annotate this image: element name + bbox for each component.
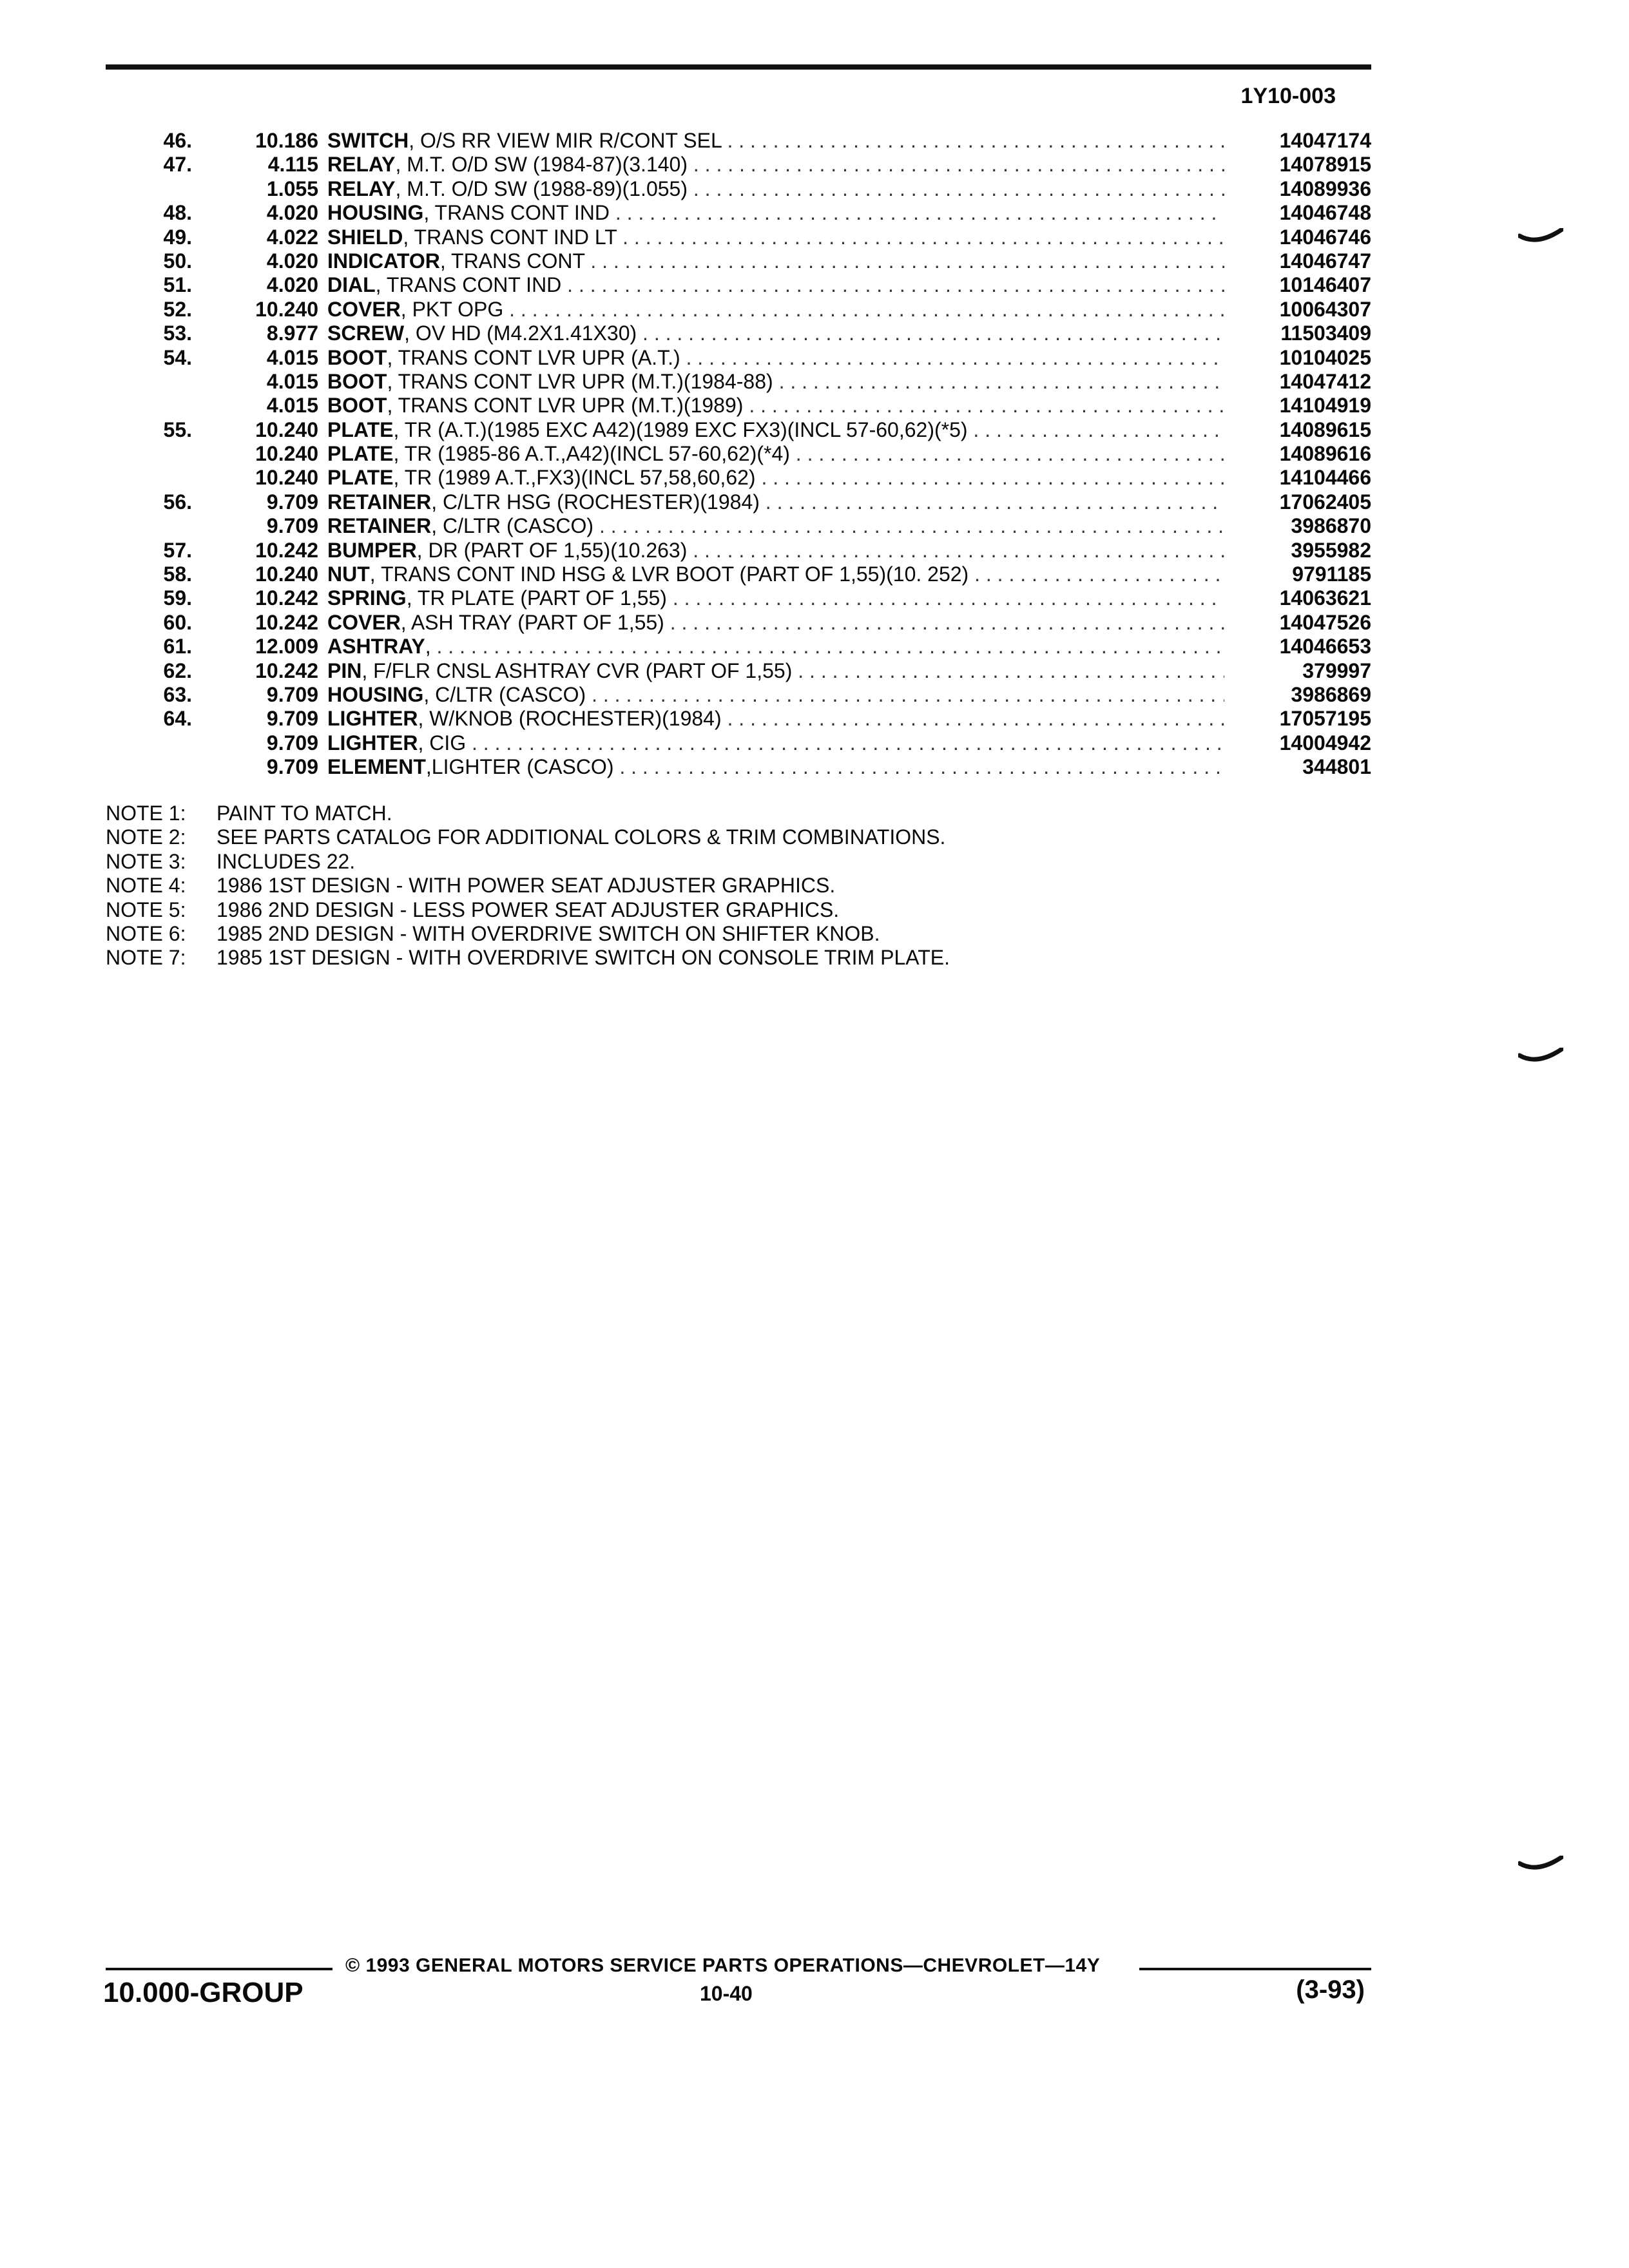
parts-list [106, 129, 1371, 780]
part-detail: , M.T. O/D SW (1984-87)(3.140) [395, 153, 688, 177]
group-number: 10.240 [255, 418, 318, 441]
part-number: 14047526 [1279, 610, 1371, 634]
part-row [106, 539, 1371, 562]
part-description [327, 731, 1224, 755]
part-row [106, 394, 1371, 418]
note-row [106, 874, 950, 898]
note-text: INCLUDES 22. [217, 849, 356, 873]
note-row [106, 825, 950, 849]
part-number: 14089615 [1279, 418, 1371, 441]
part-detail: , TR (A.T.)(1985 EXC A42)(1989 EXC FX3)(INCL 57-60,62)(*5) [393, 418, 968, 441]
part-name: COVER [327, 610, 401, 634]
group-number: 9.709 [266, 682, 318, 706]
part-detail: , TRANS CONT LVR UPR (A.T.) [387, 345, 680, 369]
note-label: NOTE 2: [106, 825, 186, 849]
part-number: 14004942 [1279, 731, 1371, 754]
part-name: BUMPER [327, 538, 417, 562]
item-number: 54. [163, 345, 192, 369]
part-number: 17062405 [1279, 490, 1371, 514]
part-row [106, 201, 1371, 225]
footer-rule-left [106, 1968, 333, 1970]
part-detail: , DR (PART OF 1,55)(10.263) [416, 538, 688, 562]
part-name: ASHTRAY [327, 635, 425, 658]
item-number: 48. [163, 201, 192, 225]
part-row [106, 418, 1371, 442]
note-row [106, 850, 950, 874]
part-detail: , TRANS CONT IND [423, 201, 610, 225]
group-number: 10.240 [255, 562, 318, 586]
note-text: 1986 1ST DESIGN - WITH POWER SEAT ADJUSTER GRAPHICS. [217, 874, 836, 898]
part-number: 3986870 [1291, 514, 1371, 538]
part-name: RELAY [327, 153, 396, 177]
part-detail: , OV HD (M4.2X1.41X30) [404, 322, 637, 345]
item-number: 61. [163, 635, 192, 658]
part-number: 14078915 [1279, 153, 1371, 177]
item-number: 60. [163, 610, 192, 634]
note-row [106, 946, 950, 970]
note-row [106, 898, 950, 922]
part-row [106, 153, 1371, 177]
note-label: NOTE 6: [106, 922, 186, 946]
note-text: 1985 2ND DESIGN - WITH OVERDRIVE SWITCH ON SHIFTER KNOB. [217, 922, 880, 946]
part-name: BOOT [327, 369, 387, 393]
part-description [327, 153, 1224, 177]
group-number: 10.242 [255, 658, 318, 682]
footer-copyright: © 1993 GENERAL MOTORS SERVICE PARTS OPERATIONS—CHEVROLET—14Y [345, 1955, 1101, 1976]
note-text: 1986 2ND DESIGN - LESS POWER SEAT ADJUSTER GRAPHICS. [217, 898, 840, 921]
part-name: PLATE [327, 418, 394, 441]
part-detail: , C/LTR (CASCO) [431, 514, 594, 538]
page-code: 1Y10-003 [1240, 84, 1336, 108]
item-number: 49. [163, 225, 192, 249]
part-detail: , TR PLATE (PART OF 1,55) [406, 586, 667, 610]
part-number: 3955982 [1291, 538, 1371, 562]
part-name: SPRING [327, 586, 407, 610]
item-number: 58. [163, 562, 192, 586]
part-name: RELAY [327, 177, 396, 200]
group-number: 10.186 [255, 129, 318, 152]
group-number: 4.022 [266, 225, 318, 249]
part-description [327, 659, 1224, 683]
part-number: 10104025 [1279, 345, 1371, 369]
part-detail: , C/LTR HSG (ROCHESTER)(1984) [431, 490, 760, 514]
group-number: 4.015 [266, 369, 318, 393]
note-text: PAINT TO MATCH. [217, 802, 392, 825]
part-name: PIN [327, 658, 362, 682]
part-description [327, 273, 1224, 297]
part-name: HOUSING [327, 201, 424, 225]
group-number: 9.709 [266, 490, 318, 514]
part-description [327, 707, 1224, 731]
note-label: NOTE 4: [106, 874, 186, 898]
part-row [106, 322, 1371, 345]
part-name: RETAINER [327, 514, 432, 538]
group-number: 1.055 [266, 177, 318, 200]
part-name: BOOT [327, 394, 387, 418]
part-description [327, 466, 1224, 490]
part-row [106, 466, 1371, 490]
part-detail: , C/LTR (CASCO) [423, 682, 586, 706]
part-row [106, 586, 1371, 610]
part-row [106, 298, 1371, 322]
group-number: 10.242 [255, 586, 318, 610]
part-description [327, 394, 1224, 418]
group-number: 4.015 [266, 394, 318, 418]
part-description [327, 442, 1224, 466]
part-description [327, 370, 1224, 394]
part-description [327, 635, 1224, 658]
note-text: SEE PARTS CATALOG FOR ADDITIONAL COLORS & TRIM COMBINATIONS. [217, 825, 946, 849]
part-row [106, 635, 1371, 658]
part-description [327, 755, 1224, 779]
part-number: 14046747 [1279, 249, 1371, 273]
part-number: 14046746 [1279, 225, 1371, 249]
item-number: 55. [163, 418, 192, 441]
part-description [327, 539, 1224, 562]
part-name: SWITCH [327, 129, 409, 152]
part-row [106, 659, 1371, 683]
part-row [106, 683, 1371, 707]
part-detail: , TRANS CONT LVR UPR (M.T.)(1984-88) [387, 369, 773, 393]
group-number: 10.240 [255, 297, 318, 321]
part-number: 14104466 [1279, 466, 1371, 490]
part-detail: , ASH TRAY (PART OF 1,55) [400, 610, 664, 634]
part-name: LIGHTER [327, 731, 418, 754]
part-row [106, 442, 1371, 466]
part-number: 379997 [1302, 658, 1371, 682]
part-description [327, 586, 1224, 610]
part-description [327, 683, 1224, 707]
part-number: 10064307 [1279, 297, 1371, 321]
group-number: 9.709 [266, 514, 318, 538]
item-number: 52. [163, 297, 192, 321]
part-number: 14047174 [1279, 129, 1371, 152]
part-name: PLATE [327, 442, 394, 466]
part-row [106, 514, 1371, 538]
part-detail: , O/S RR VIEW MIR R/CONT SEL [409, 129, 722, 152]
part-description [327, 611, 1224, 635]
binding-mark-icon [1518, 1856, 1563, 1872]
part-number: 3986869 [1291, 682, 1371, 706]
part-row [106, 755, 1371, 779]
part-detail: ,LIGHTER (CASCO) [425, 755, 614, 779]
part-row [106, 731, 1371, 755]
item-number: 64. [163, 707, 192, 731]
part-detail: , [425, 635, 431, 658]
part-detail: , M.T. O/D SW (1988-89)(1.055) [395, 177, 688, 200]
group-number: 4.015 [266, 345, 318, 369]
part-number: 14046653 [1279, 635, 1371, 658]
part-row [106, 370, 1371, 394]
item-number: 50. [163, 249, 192, 273]
part-description [327, 490, 1224, 514]
part-description [327, 226, 1224, 249]
part-row [106, 562, 1371, 586]
binding-mark-icon [1518, 228, 1563, 245]
part-number: 14047412 [1279, 369, 1371, 393]
note-label: NOTE 3: [106, 849, 186, 873]
part-row [106, 346, 1371, 370]
part-number: 14046748 [1279, 201, 1371, 225]
part-name: HOUSING [327, 682, 424, 706]
part-detail: , TRANS CONT IND HSG & LVR BOOT (PART OF 1,55)(10. 252) [369, 562, 969, 586]
item-number: 62. [163, 658, 192, 682]
note-row [106, 922, 950, 946]
group-number: 10.242 [255, 610, 318, 634]
item-number: 51. [163, 273, 192, 297]
part-detail: , TR (1989 A.T.,FX3)(INCL 57,58,60,62) [393, 466, 756, 490]
note-label: NOTE 1: [106, 802, 186, 825]
part-number: 14063621 [1279, 586, 1371, 610]
part-detail: , TRANS CONT [439, 249, 585, 273]
part-name: RETAINER [327, 490, 432, 514]
group-number: 4.020 [266, 249, 318, 273]
part-name: SHIELD [327, 225, 403, 249]
note-text: 1985 1ST DESIGN - WITH OVERDRIVE SWITCH ON CONSOLE TRIM PLATE. [217, 946, 950, 970]
part-detail: , TRANS CONT LVR UPR (M.T.)(1989) [387, 394, 744, 418]
part-name: BOOT [327, 345, 387, 369]
group-number: 4.020 [266, 273, 318, 297]
part-detail: , TRANS CONT IND LT [403, 225, 617, 249]
part-number: 14089936 [1279, 177, 1371, 200]
group-number: 9.709 [266, 731, 318, 754]
group-number: 8.977 [266, 322, 318, 345]
part-detail: , F/FLR CNSL ASHTRAY CVR (PART OF 1,55) [361, 658, 793, 682]
part-number: 14089616 [1279, 442, 1371, 466]
footer-group-label: 10.000-GROUP [103, 1977, 304, 2008]
part-description [327, 249, 1224, 273]
part-row [106, 611, 1371, 635]
item-number: 53. [163, 322, 192, 345]
part-number: 17057195 [1279, 707, 1371, 731]
group-number: 4.020 [266, 201, 318, 225]
part-row [106, 226, 1371, 249]
footer-date: (3-93) [1296, 1975, 1365, 2004]
part-detail: , TR (1985-86 A.T.,A42)(INCL 57-60,62)(*4) [393, 442, 790, 466]
group-number: 4.115 [267, 153, 318, 177]
note-label: NOTE 7: [106, 946, 186, 970]
part-name: NUT [327, 562, 370, 586]
notes-section [106, 802, 950, 970]
part-name: SCREW [327, 322, 405, 345]
part-description [327, 418, 1224, 442]
note-label: NOTE 5: [106, 898, 186, 921]
part-description [327, 322, 1224, 345]
part-description [327, 298, 1224, 322]
part-number: 11503409 [1280, 322, 1371, 345]
part-row [106, 129, 1371, 153]
part-row [106, 177, 1371, 201]
binding-mark-icon [1518, 1048, 1563, 1064]
item-number: 57. [163, 538, 192, 562]
part-description [327, 562, 1224, 586]
item-number: 56. [163, 490, 192, 514]
group-number: 10.240 [255, 442, 318, 466]
part-name: LIGHTER [327, 707, 418, 731]
footer-rule-right [1139, 1968, 1371, 1970]
part-name: ELEMENT [327, 755, 426, 779]
part-description [327, 177, 1224, 201]
part-detail: , W/KNOB (ROCHESTER)(1984) [418, 707, 722, 731]
part-detail: , PKT OPG [400, 297, 504, 321]
part-number: 344801 [1302, 755, 1371, 779]
part-number: 9791185 [1292, 562, 1371, 586]
note-row [106, 802, 950, 825]
part-description [327, 201, 1224, 225]
group-number: 12.009 [255, 635, 318, 658]
part-description [327, 514, 1224, 538]
part-name: PLATE [327, 466, 394, 490]
group-number: 10.240 [255, 466, 318, 490]
part-detail: , CIG [418, 731, 467, 754]
part-row [106, 273, 1371, 297]
top-rule [106, 64, 1371, 70]
part-row [106, 249, 1371, 273]
part-name: DIAL [327, 273, 376, 297]
part-row [106, 707, 1371, 731]
item-number: 46. [163, 129, 192, 152]
group-number: 9.709 [266, 707, 318, 731]
part-description [327, 346, 1224, 370]
footer-page-number: 10-40 [700, 1982, 753, 2005]
item-number: 63. [163, 682, 192, 706]
part-row [106, 490, 1371, 514]
item-number: 47. [163, 153, 192, 177]
item-number: 59. [163, 586, 192, 610]
part-number: 10146407 [1279, 273, 1371, 297]
part-detail: , TRANS CONT IND [375, 273, 562, 297]
part-number: 14104919 [1279, 394, 1371, 418]
group-number: 9.709 [266, 755, 318, 779]
part-name: COVER [327, 297, 401, 321]
group-number: 10.242 [255, 538, 318, 562]
part-name: INDICATOR [327, 249, 440, 273]
part-description [327, 129, 1224, 153]
